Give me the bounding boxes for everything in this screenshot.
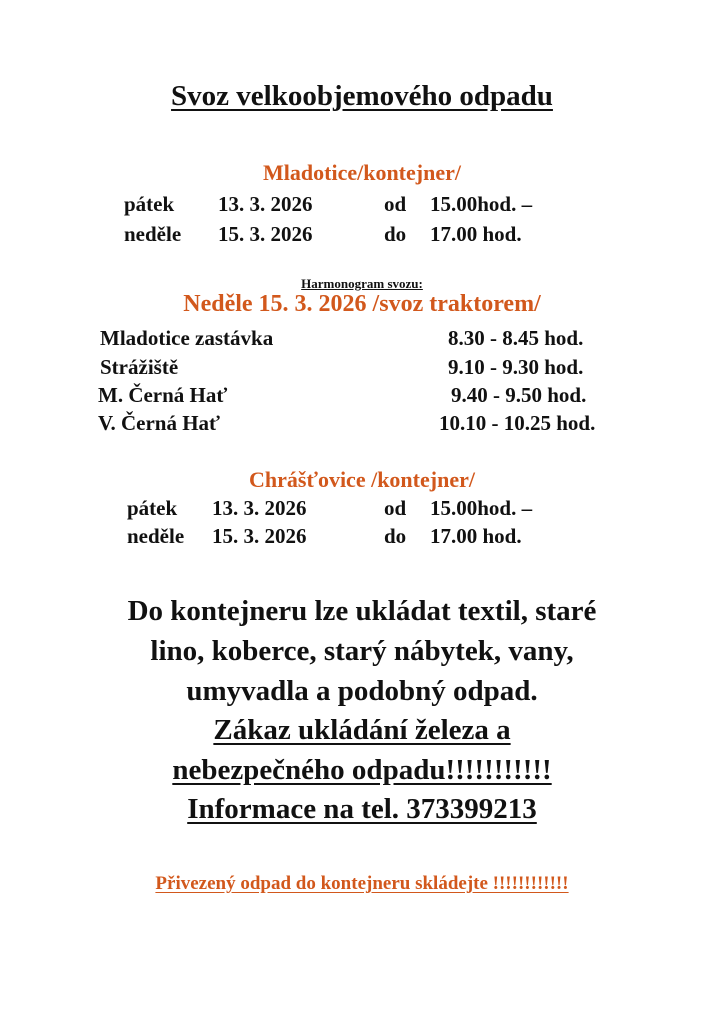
mladotice-row-2-time: 17.00 hod.	[430, 222, 522, 246]
notice-line-3: umyvadla a podobný odpad.	[186, 675, 538, 707]
mladotice-row-2-prep: do	[384, 222, 407, 246]
mladotice-heading: Mladotice/kontejner/	[263, 160, 461, 185]
stop-1-time: 8.30 - 8.45 hod.	[448, 326, 584, 350]
mladotice-row-1-date: 13. 3. 2026	[218, 192, 313, 216]
mladotice-row-1-prep: od	[384, 192, 407, 216]
chrastovice-row-1-prep: od	[384, 496, 407, 520]
mladotice-row-1-day: pátek	[124, 192, 175, 216]
chrastovice-row-1-date: 13. 3. 2026	[212, 496, 307, 520]
chrastovice-row-2-date: 15. 3. 2026	[212, 524, 307, 548]
mladotice-row-1-time: 15.00hod. –	[430, 192, 533, 216]
chrastovice-row-2-day: neděle	[127, 524, 185, 548]
stop-1-place: Mladotice zastávka	[100, 326, 274, 350]
chrastovice-row-2-time: 17.00 hod.	[430, 524, 522, 548]
notice-line-2: lino, koberce, starý nábytek, vany,	[150, 635, 574, 667]
notice-line-5: nebezpečného odpadu!!!!!!!!!!!	[172, 754, 552, 786]
notice-line-4: Zákaz ukládání železa a	[213, 714, 511, 746]
harmonogram-heading: Neděle 15. 3. 2026 /svoz traktorem/	[183, 291, 541, 317]
stop-3-place: M. Černá Hať	[98, 383, 228, 407]
stop-4-place: V. Černá Hať	[98, 411, 220, 435]
chrastovice-row-2-prep: do	[384, 524, 407, 548]
chrastovice-row-1-time: 15.00hod. –	[430, 496, 533, 520]
chrastovice-heading: Chrášťovice /kontejner/	[249, 467, 475, 492]
chrastovice-row-1-day: pátek	[127, 496, 178, 520]
notice-line-6: Informace na tel. 373399213	[187, 793, 537, 825]
stop-2-time: 9.10 - 9.30 hod.	[448, 355, 584, 379]
stop-4-time: 10.10 - 10.25 hod.	[439, 411, 596, 435]
footer-note: Přivezený odpad do kontejneru skládejte !!!!!!!!!!!!	[155, 873, 569, 894]
mladotice-row-2-date: 15. 3. 2026	[218, 222, 313, 246]
harmonogram-label: Harmonogram svozu:	[301, 276, 423, 291]
stop-2-place: Strážiště	[100, 355, 179, 379]
stop-3-time: 9.40 - 9.50 hod.	[451, 383, 587, 407]
page-title: Svoz velkoobjemového odpadu	[171, 80, 553, 112]
notice-line-1: Do kontejneru lze ukládat textil, staré	[127, 595, 597, 627]
mladotice-row-2-day: neděle	[124, 222, 182, 246]
